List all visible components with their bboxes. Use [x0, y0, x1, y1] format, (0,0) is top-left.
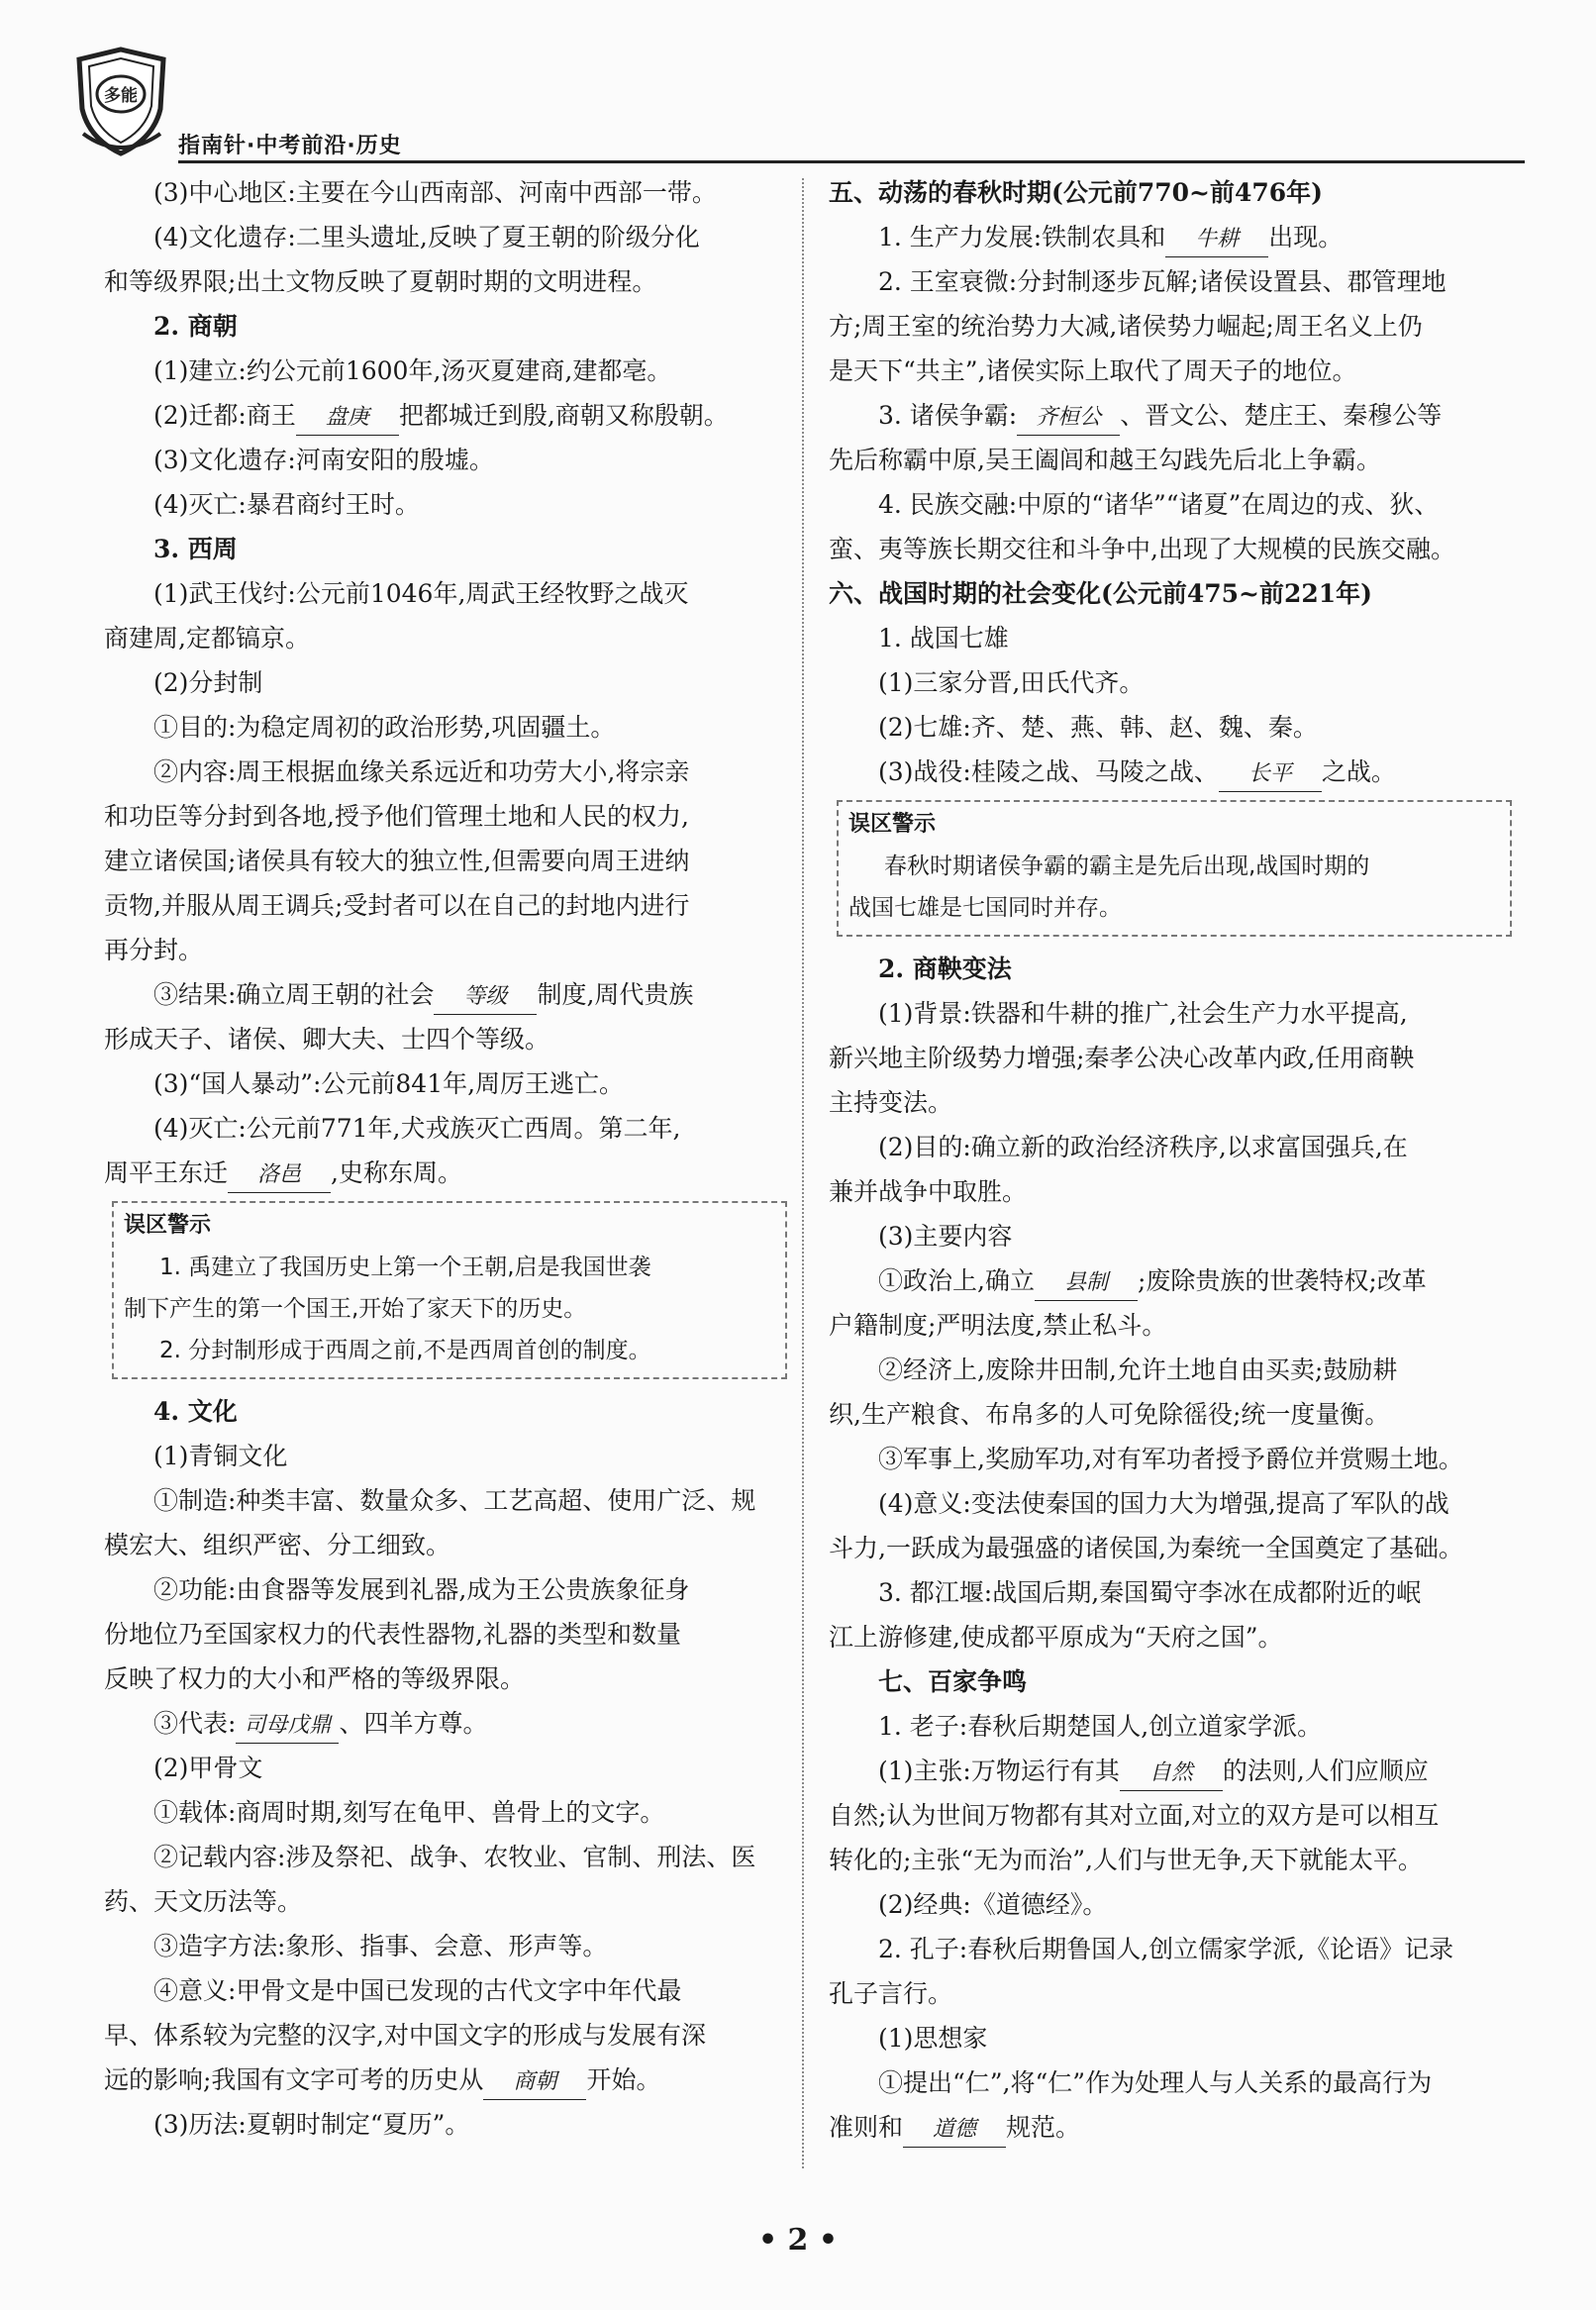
- answer-blank: 长平: [1219, 757, 1322, 792]
- dujiangyan-cont: 江上游修建,使成都平原成为“天府之国”。: [829, 1623, 1283, 1652]
- reform-goal: (2)目的:确立新的政治经济秩序,以求富国强兵,在: [878, 1133, 1408, 1161]
- culture-record-cont: 药、天文历法等。: [104, 1887, 303, 1916]
- warning-text: 1. 禹建立了我国历史上第一个王朝,启是我国世袭: [159, 1255, 651, 1280]
- zhanguo-partition: (1)三家分晋,田氏代齐。: [878, 668, 1145, 697]
- zhou-content-cont: 建立诸侯国;诸侯具有较大的独立性,但需要向周王进纳: [104, 847, 690, 875]
- zhou-purpose: ①目的:为稳定周初的政治形势,巩固疆土。: [153, 713, 616, 742]
- zhou-result: ③结果:确立周王朝的社会 等级 制度,周代贵族: [104, 972, 787, 1017]
- answer-blank: 道德: [903, 2113, 1006, 2148]
- warning-text: 2. 分封制形成于西周之前,不是西周首创的制度。: [159, 1338, 651, 1363]
- dujiangyan: 3. 都江堰:战国后期,秦国蜀守李冰在成都附近的岷: [878, 1578, 1422, 1607]
- kongzi: 2. 孔子:春秋后期鲁国人,创立儒家学派,《论语》记录: [878, 1935, 1454, 1963]
- left-column: [104, 170, 787, 2147]
- reform-significance-cont: 斗力,一跃成为最强盛的诸侯国,为秦统一全国奠定了基础。: [829, 1534, 1463, 1562]
- page-header: [69, 30, 1525, 168]
- answer-blank: 商朝: [483, 2065, 586, 2100]
- culture-meaning: ④意义:甲骨文是中国已发现的古代文字中年代最: [153, 1976, 682, 2005]
- chunqiu-decline: 2. 王室衰微:分封制逐步瓦解;诸侯设置县、郡管理地: [878, 267, 1446, 296]
- zhou-fall-cont: 周平王东迁 洛邑 ,史称东周。: [104, 1151, 787, 1195]
- column-divider: [802, 178, 804, 2168]
- answer-blank: 洛邑: [228, 1158, 331, 1193]
- chunqiu-decline-cont: 方;周王室的统治势力大减,诸侯势力崛起;周王名义上仍: [829, 312, 1423, 341]
- chunqiu-title: 五、动荡的春秋时期(公元前770~前476年): [829, 178, 1323, 207]
- shang-relic: (3)文化遗存:河南安阳的殷墟。: [153, 446, 494, 474]
- zhou-content-cont: 贡物,并服从周王调兵;受封者可以在自己的封地内进行: [104, 891, 690, 920]
- laozi-classic: (2)经典:《道德经》。: [878, 1890, 1108, 1919]
- zhou-found: (1)武王伐纣:公元前1046年,周武王经牧野之战灭: [153, 579, 689, 608]
- chunqiu-prod: 1. 生产力发展:铁制农具和 牛耕 出现。: [829, 215, 1512, 259]
- shield-logo-icon: [69, 45, 173, 158]
- answer-blank: 齐桓公: [1017, 401, 1120, 436]
- zhanguo-seven: 1. 战国七雄: [878, 624, 1009, 653]
- culture-make: ①制造:种类丰富、数量众多、工艺高超、使用广泛、规: [153, 1486, 756, 1515]
- reform-economy: ②经济上,废除井田制,允许土地自由买卖;鼓励耕: [878, 1356, 1398, 1384]
- zhou-fengjian: (2)分封制: [153, 668, 263, 697]
- culture-carrier: ①载体:商周时期,刻写在龟甲、兽骨上的文字。: [153, 1798, 665, 1827]
- reform-bg-cont: 新兴地主阶级势力增强;秦孝公决心改革内政,任用商鞅: [829, 1044, 1415, 1072]
- reform-bg-cont: 主持变法。: [829, 1088, 953, 1117]
- laozi: 1. 老子:春秋后期楚国人,创立道家学派。: [878, 1712, 1323, 1741]
- answer-blank: 县制: [1035, 1266, 1138, 1301]
- svg-text:多能: 多能: [104, 86, 138, 106]
- zhou-fall: (4)灭亡:公元前771年,犬戎族灭亡西周。第二年,: [153, 1114, 681, 1143]
- chunqiu-decline-cont: 是天下“共主”,诸侯实际上取代了周天子的地位。: [829, 356, 1357, 385]
- xia-culture: (4)文化遗存:二里头遗址,反映了夏王朝的阶级分化: [153, 223, 700, 251]
- zhou-content-cont: 和功臣等分封到各地,授予他们管理土地和人民的权力,: [104, 802, 689, 831]
- culture-bronze: (1)青铜文化: [153, 1442, 288, 1470]
- culture-record: ②记载内容:涉及祭祀、战争、农牧业、官制、刑法、医: [153, 1843, 756, 1871]
- reform-military: ③军事上,奖励军功,对有军功者授予爵位并赏赐土地。: [878, 1445, 1463, 1473]
- reform-significance: (4)意义:变法使秦国的国力大为增强,提高了军队的战: [878, 1489, 1449, 1518]
- xia-culture-cont: 和等级界限;出土文物反映了夏朝时期的文明进程。: [104, 267, 657, 296]
- shang-found: (1)建立:约公元前1600年,汤灭夏建商,建都亳。: [153, 356, 672, 385]
- culture-rep: ③代表: 司母戊鼎 、四羊方尊。: [104, 1701, 787, 1746]
- page-number: • 2 •: [757, 2223, 839, 2258]
- reform-politics-cont: 户籍制度;严明法度,禁止私斗。: [829, 1311, 1167, 1340]
- culture-title: 4. 文化: [153, 1397, 238, 1426]
- chunqiu-fusion: 4. 民族交融:中原的“诸华”“诸夏”在周边的戎、狄、: [878, 490, 1440, 519]
- answer-blank: 等级: [434, 980, 537, 1015]
- culture-func-cont: 份地位乃至国家权力的代表性器物,礼器的类型和数量: [104, 1620, 681, 1649]
- zhanguo-title: 六、战国时期的社会变化(公元前475~前221年): [829, 579, 1372, 608]
- zhou-title: 3. 西周: [153, 535, 238, 563]
- chunqiu-hegemon-cont: 先后称霸中原,吴王阖闾和越王勾践先后北上争霸。: [829, 446, 1381, 474]
- warning-text: 战国七雄是七国同时并存。: [848, 895, 1122, 921]
- answer-blank: 司母戊鼎: [236, 1709, 339, 1744]
- zhou-found-cont: 商建周,定都镐京。: [104, 624, 310, 653]
- warning-text: 制下产生的第一个国王,开始了家天下的历史。: [124, 1296, 587, 1322]
- culture-method: ③造字方法:象形、指事、会意、形声等。: [153, 1932, 608, 1960]
- zhou-result-cont: 形成天子、诸侯、卿大夫、士四个等级。: [104, 1025, 550, 1054]
- answer-blank: 牛耕: [1165, 223, 1268, 257]
- reform-economy-cont: 织,生产粮食、布帛多的人可免除徭役;统一度量衡。: [829, 1400, 1390, 1429]
- baijia-title: 七、百家争鸣: [878, 1667, 1028, 1696]
- culture-meaning-cont: 远的影响;我国有文字可考的历史从 商朝 开始。: [104, 2058, 787, 2102]
- laozi-view-cont: 自然;认为世间万物都有其对立面,对立的双方是可以相互: [829, 1801, 1440, 1830]
- reform-title: 2. 商鞅变法: [878, 954, 1012, 983]
- culture-func: ②功能:由食器等发展到礼器,成为王公贵族象征身: [153, 1575, 690, 1604]
- answer-blank: 自然: [1120, 1757, 1223, 1791]
- answer-blank: 盘庚: [296, 401, 399, 436]
- zhanguo-battle: (3)战役:桂陵之战、马陵之战、 长平 之战。: [829, 750, 1512, 794]
- culture-oracle: (2)甲骨文: [153, 1754, 263, 1782]
- culture-calendar: (3)历法:夏朝时制定“夏历”。: [153, 2110, 470, 2139]
- reform-content: (3)主要内容: [878, 1222, 1013, 1251]
- kongzi-ren: ①提出“仁”,将“仁”作为处理人与人关系的最高行为: [878, 2068, 1433, 2097]
- laozi-view-cont: 转化的;主张“无为而治”,人们与世无争,天下就能太平。: [829, 1846, 1423, 1874]
- culture-make-cont: 模宏大、组织严密、分工细致。: [104, 1531, 451, 1559]
- laozi-view: (1)主张:万物运行有其 自然 的法则,人们应顺应: [829, 1749, 1512, 1793]
- kongzi-ren-cont: 准则和 道德 规范。: [829, 2105, 1512, 2150]
- chunqiu-fusion-cont: 蛮、夷等族长期交往和斗争中,出现了大规模的民族交融。: [829, 535, 1455, 563]
- reform-politics: ①政治上,确立 县制 ;废除贵族的世袭特权;改革: [829, 1258, 1512, 1303]
- xia-center: (3)中心地区:主要在今山西南部、河南中西部一带。: [153, 178, 717, 207]
- right-column: [829, 170, 1512, 2150]
- zhou-content: ②内容:周王根据血缘关系远近和功劳大小,将宗亲: [153, 757, 690, 786]
- reform-bg: (1)背景:铁器和牛耕的推广,社会生产力水平提高,: [878, 999, 1408, 1028]
- zhou-content-cont: 再分封。: [104, 936, 204, 964]
- chunqiu-hegemon: 3. 诸侯争霸: 齐桓公 、晋文公、楚庄王、秦穆公等: [829, 393, 1512, 438]
- warning-title: 误区警示: [124, 1213, 212, 1238]
- header-title: 指南针·中考前沿·历史: [178, 134, 402, 158]
- warning-box: [837, 800, 1512, 937]
- culture-meaning-cont: 早、体系较为完整的汉字,对中国文字的形成与发展有深: [104, 2021, 706, 2050]
- culture-func-cont: 反映了权力的大小和严格的等级界限。: [104, 1664, 526, 1693]
- zhanguo-states: (2)七雄:齐、楚、燕、韩、赵、魏、秦。: [878, 713, 1318, 742]
- warning-box: [112, 1201, 787, 1379]
- warning-text: 春秋时期诸侯争霸的霸主是先后出现,战国时期的: [884, 854, 1370, 879]
- reform-goal-cont: 兼并战争中取胜。: [829, 1177, 1028, 1206]
- shang-title: 2. 商朝: [153, 312, 238, 341]
- zhou-riot: (3)“国人暴动”:公元前841年,周厉王逃亡。: [153, 1069, 625, 1098]
- header-rule: [178, 160, 1525, 163]
- kongzi-cont: 孔子言行。: [829, 1979, 953, 2008]
- kongzi-thinker: (1)思想家: [878, 2024, 988, 2053]
- warning-title: 误区警示: [848, 812, 937, 837]
- shang-move: (2)迁都:商王 盘庚 把都城迁到殷,商朝又称殷朝。: [104, 393, 787, 438]
- shang-fall: (4)灭亡:暴君商纣王时。: [153, 490, 420, 519]
